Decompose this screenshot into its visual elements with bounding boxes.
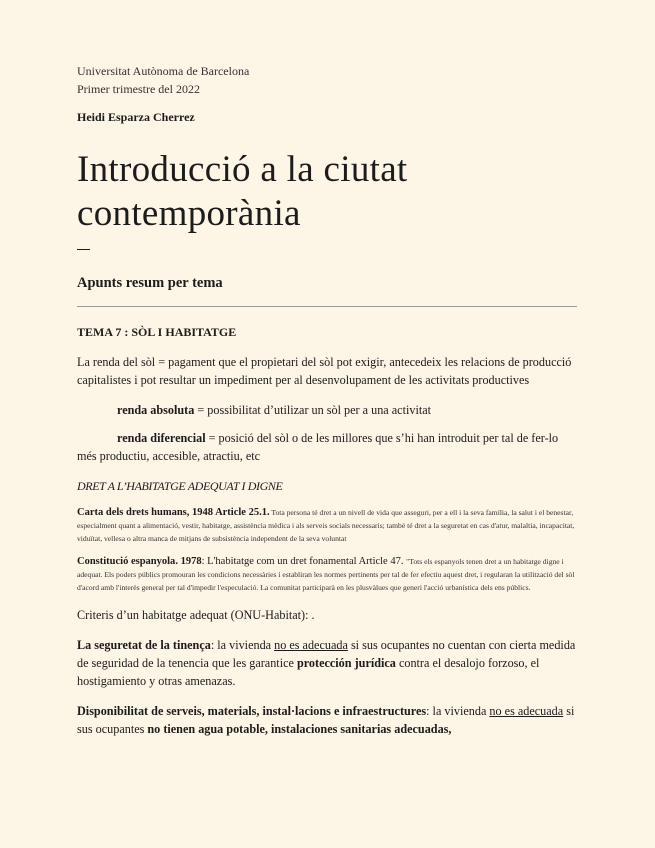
definition-term: renda diferencial (117, 431, 206, 445)
criterion-term: Disponibilitat de serveis, materials, instal·lacions e infraestructures (77, 704, 427, 718)
definition-text: = possibilitat d’utilizar un sòl per a una activitat (194, 403, 432, 417)
document-meta (77, 62, 249, 98)
quote-year: . 1978 (175, 556, 202, 567)
document-subtitle: Apunts resum per tema (77, 275, 223, 291)
definition-renda-diferencial (77, 429, 577, 465)
criterion-text: si sus ocupantes (77, 704, 575, 736)
quote-subtitle: : L'habitatge com un dret fonamental Article 47. (201, 556, 407, 567)
criterion-emphasis: no es adecuada (489, 704, 564, 718)
definition-renda-absoluta (77, 401, 577, 419)
criterion-bold: no tienen agua potable, instalaciones sanitarias adecuadas, (147, 722, 452, 736)
term-label: Primer trimestre del 2022 (77, 82, 200, 96)
author-name: Heidi Esparza Cherrez (77, 110, 195, 124)
definition-term: renda absoluta (117, 403, 195, 417)
criterion-emphasis: no es adecuada (274, 638, 348, 652)
university-name: Universitat Autònoma de Barcelona (77, 64, 250, 78)
criterion-text: si sus ocupantes no cuentan con cierta medida de seguridad de la tenencia que les garantice (77, 638, 576, 670)
document-body (77, 325, 577, 738)
quote-source: Constitució espanyola (77, 556, 176, 567)
criterion-text: : la vivienda (210, 638, 275, 652)
quote-source: Carta dels drets humans, 1948 Article 25.1. (77, 507, 270, 518)
quote-text: "Tots els espanyols tenen dret a un habitatge digne i adequat. Els poders públics promouran les condicions necessàries i establiran les normes pertinents per tal de fer efectiu aquest dret, i regularan la utilització del sòl d'acord amb l'interès general per tal d'impedir l'especulació. La comunitat participarà en les plusvàlues que generi l'acció urbanística dels ens públics. (77, 557, 575, 592)
quote-text: Tota persona té dret a un nivell de vida que asseguri, per a ell i la seva família, la salut i el benestar, especialment quant a alimentació, vestir, habitatge, assistència mèdica i als serveis socials necessaris; també té dret a la seguretat en cas d'atur, malaltia, incapacitat, viduïtat, vellesa o altra manca de mitjans de subsistència independent de la seva voluntat (77, 508, 575, 543)
criterion-seguretat (77, 636, 577, 690)
divider (77, 306, 577, 307)
section-heading-tema7: TEMA 7 : SÒL I HABITATGE (77, 325, 237, 339)
quote-carta-drets-humans (77, 506, 577, 545)
paragraph-renda-sol: La renda del sòl = pagament que el propietari del sòl pot exigir, antecedeix les relacions de producció capitalistes i pot resultar un impediment per al desenvolupament de les activitats productives (77, 355, 572, 387)
criterion-disponibilitat (77, 702, 577, 738)
criterion-bold: protección jurídica (296, 656, 396, 670)
criterion-text: contra el desalojo forzoso, el hostigamiento y otras amenazas. (77, 656, 540, 688)
title-dash (77, 249, 90, 250)
definition-text: = posició del sòl o de les millores que s’hi han introduit per tal de fer-lo més productiu, accesible, atractiu, etc (77, 431, 559, 463)
section-heading-dret-habitatge: DRET A L’HABITATGE ADEQUAT I DIGNE (77, 479, 283, 493)
criterion-term: La seguretat de la tinença (77, 638, 211, 652)
criteria-intro: Criteris d’un habitatge adequat (ONU-Habitat): . (77, 608, 315, 622)
quote-constitucio (77, 555, 577, 594)
document-title: Introducció a la ciutat contemporània (77, 149, 408, 234)
criterion-text: : la vivienda (426, 704, 490, 718)
